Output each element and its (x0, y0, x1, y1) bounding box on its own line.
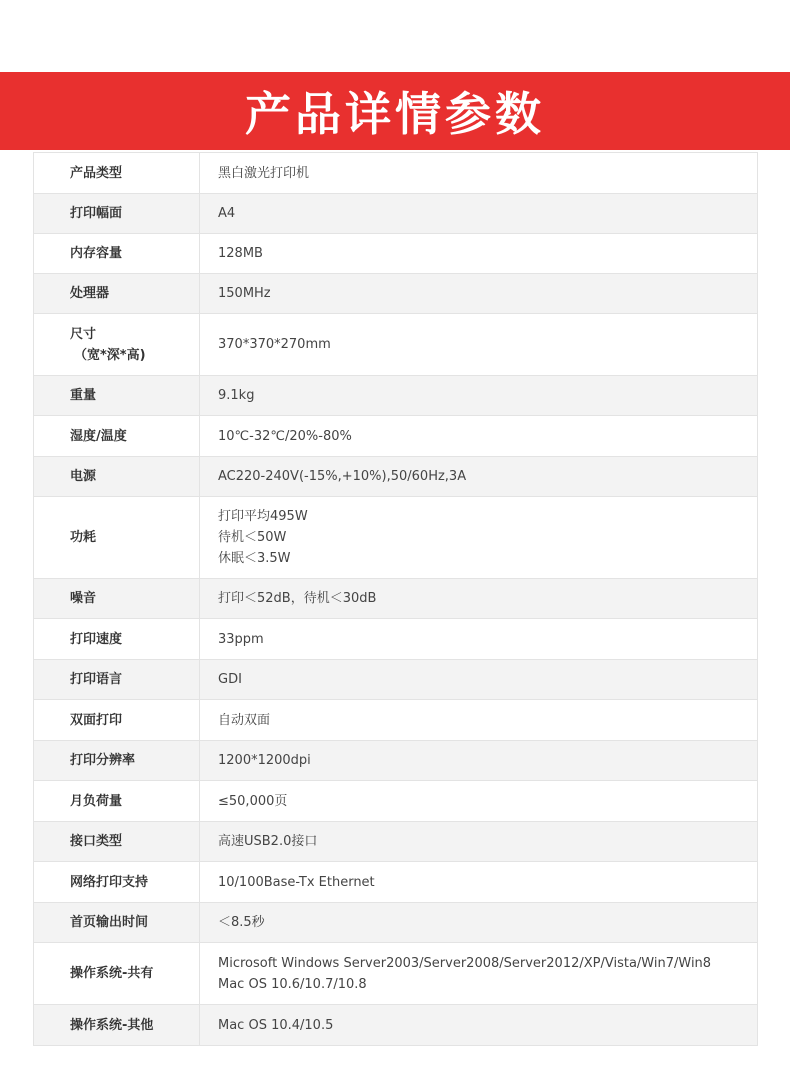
spec-row (34, 861, 757, 902)
spec-value-line: Mac OS 10.4/10.5 (218, 1017, 334, 1033)
spec-label (34, 314, 200, 375)
spec-label-line: 操作系统-其他 (70, 1017, 154, 1033)
spec-label-line: 内存容量 (70, 246, 123, 261)
spec-value-line: 打印平均495W (218, 509, 308, 524)
spec-value (200, 619, 757, 659)
spec-label (34, 457, 200, 496)
spec-value (200, 194, 757, 233)
spec-row (34, 902, 757, 942)
spec-row (34, 496, 757, 578)
spec-value (200, 822, 757, 861)
spec-label (34, 781, 200, 821)
spec-label (34, 619, 200, 659)
spec-label-line: 电源 (70, 469, 97, 484)
spec-value (200, 457, 757, 496)
spec-label (34, 153, 200, 193)
spec-value-line: 高速USB2.0接口 (218, 834, 318, 849)
spec-row (34, 1004, 757, 1045)
spec-label (34, 862, 200, 902)
spec-row (34, 942, 757, 1004)
spec-label (34, 376, 200, 415)
spec-label-line: 湿度/温度 (70, 428, 127, 444)
spec-label-line: 打印速度 (70, 631, 123, 647)
spec-value (200, 497, 757, 578)
spec-row (34, 415, 757, 456)
spec-label (34, 497, 200, 578)
spec-value (200, 903, 757, 942)
spec-value (200, 741, 757, 780)
spec-value-line: AC220-240V(-15%,+10%),50/60Hz,3A (218, 469, 467, 484)
spec-label-line: 打印语言 (70, 672, 123, 687)
spec-row (34, 233, 757, 273)
page-title: 产品详情参数 (245, 87, 545, 141)
spec-value-line: GDI (218, 672, 242, 687)
spec-value-line: 9.1kg (218, 388, 255, 403)
spec-row (34, 618, 757, 659)
spec-label (34, 700, 200, 740)
spec-value-line: 128MB (218, 246, 263, 261)
spec-row (34, 821, 757, 861)
spec-value (200, 660, 757, 699)
spec-value (200, 943, 757, 1004)
spec-value-line: 1200*1200dpi (218, 753, 311, 768)
spec-label (34, 943, 200, 1004)
spec-value-line: ＜8.5秒 (218, 915, 265, 930)
spec-row (34, 153, 757, 193)
spec-label (34, 660, 200, 699)
spec-label (34, 822, 200, 861)
spec-value-line: ≤50,000页 (218, 793, 288, 809)
spec-row (34, 578, 757, 618)
spec-label-line: 打印幅面 (70, 206, 123, 221)
spec-label-line: （宽*深*高) (74, 347, 146, 363)
spec-value-line: 休眠＜3.5W (218, 551, 291, 566)
spec-value-line: 370*370*270mm (218, 337, 331, 352)
spec-value-line: 自动双面 (218, 712, 271, 728)
spec-value (200, 862, 757, 902)
spec-label (34, 234, 200, 273)
spec-value-line: Mac OS 10.6/10.7/10.8 (218, 976, 367, 992)
spec-label-line: 处理器 (70, 286, 110, 301)
spec-label (34, 274, 200, 313)
spec-value (200, 376, 757, 415)
spec-value-line: 黑白激光打印机 (218, 165, 310, 181)
spec-value-line: 打印＜52dB，待机＜30dB (218, 591, 377, 606)
spec-value (200, 416, 757, 456)
spec-label (34, 416, 200, 456)
spec-value-line: 10℃-32℃/20%-80% (218, 428, 352, 444)
spec-value-line: A4 (218, 206, 236, 221)
spec-value (200, 700, 757, 740)
spec-label-line: 操作系统-共有 (70, 966, 154, 981)
spec-row (34, 456, 757, 496)
spec-value (200, 1005, 757, 1045)
spec-label-line: 尺寸 (70, 326, 97, 342)
spec-row (34, 780, 757, 821)
spec-row (34, 699, 757, 740)
spec-label-line: 噪音 (70, 591, 97, 606)
spec-label-line: 首页输出时间 (70, 915, 149, 930)
spec-row (34, 273, 757, 313)
spec-row (34, 740, 757, 780)
spec-label-line: 月负荷量 (70, 793, 123, 809)
title-banner (0, 72, 790, 150)
spec-table (33, 152, 758, 1046)
spec-row (34, 375, 757, 415)
spec-value (200, 234, 757, 273)
spec-value-line: 10/100Base-Tx Ethernet (218, 874, 375, 890)
spec-label-line: 打印分辨率 (70, 753, 136, 768)
spec-label (34, 579, 200, 618)
spec-value-line: Microsoft Windows Server2003/Server2008/Server2012/XP/Vista/Win7/Win8 (218, 955, 712, 971)
spec-row (34, 313, 757, 375)
spec-label-line: 功耗 (70, 530, 97, 545)
spec-label (34, 1005, 200, 1045)
spec-label-line: 双面打印 (70, 712, 123, 728)
spec-value (200, 153, 757, 193)
spec-label-line: 网络打印支持 (70, 874, 149, 890)
spec-label-line: 重量 (70, 388, 97, 403)
spec-value (200, 781, 757, 821)
spec-row (34, 659, 757, 699)
spec-value (200, 579, 757, 618)
spec-label-line: 接口类型 (70, 834, 123, 849)
spec-value-line: 150MHz (218, 286, 271, 301)
spec-value-line: 33ppm (218, 631, 264, 647)
spec-value-line: 待机＜50W (218, 530, 287, 545)
spec-label-line: 产品类型 (70, 165, 123, 181)
spec-label (34, 741, 200, 780)
spec-row (34, 193, 757, 233)
spec-value (200, 274, 757, 313)
spec-label (34, 194, 200, 233)
spec-value (200, 314, 757, 375)
spec-label (34, 903, 200, 942)
